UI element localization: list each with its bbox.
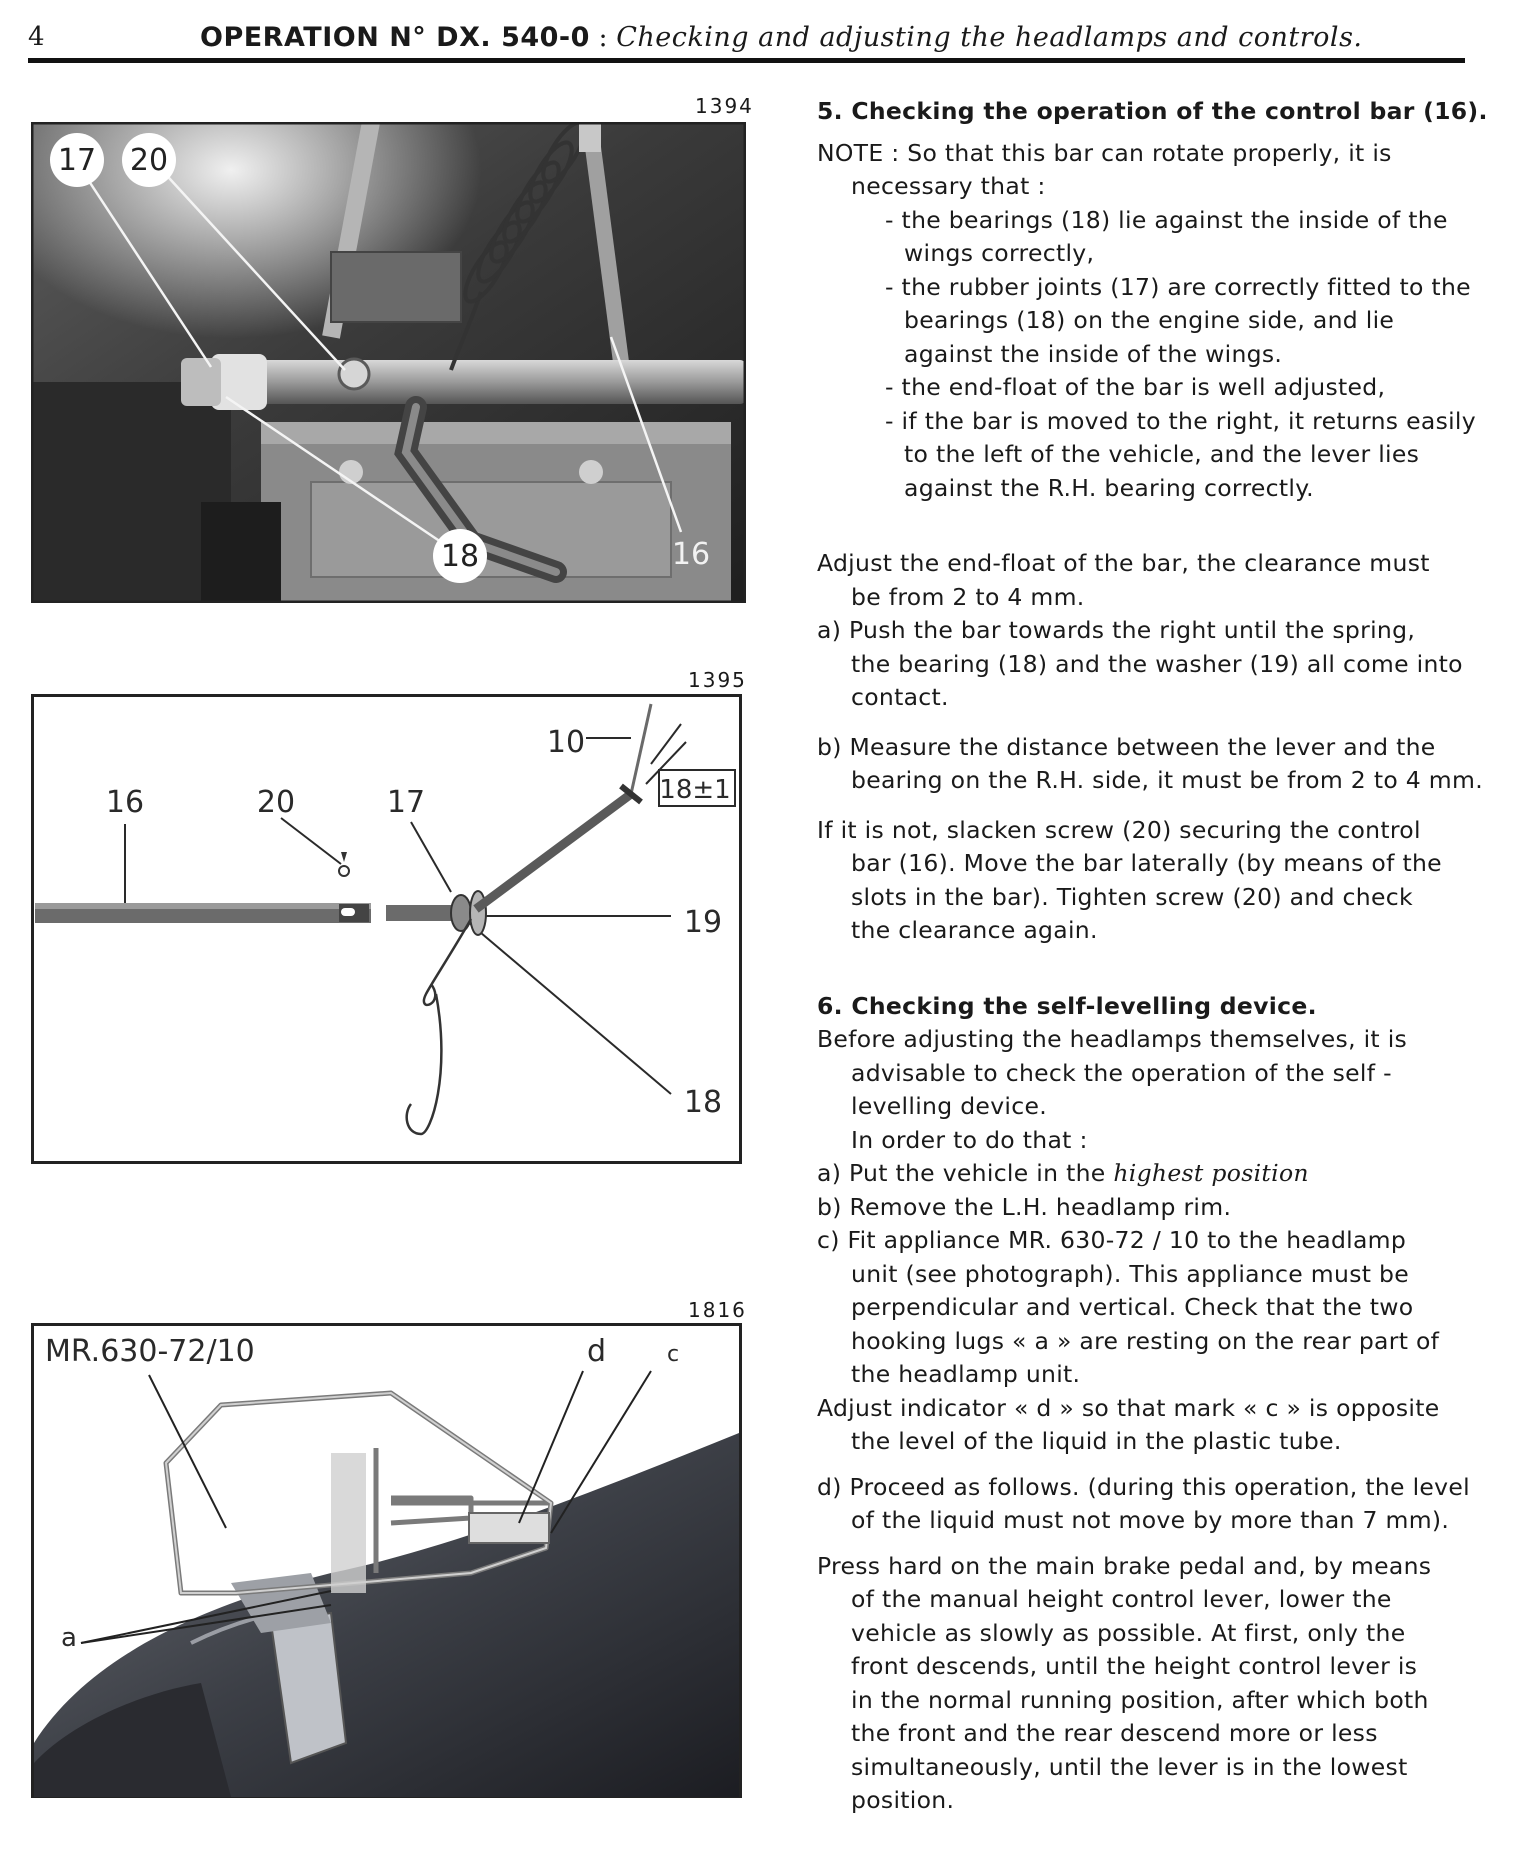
- s6-step-a: [817, 1157, 1522, 1191]
- before-line-3: levelling device.: [851, 1092, 1047, 1120]
- instructions-column: [817, 95, 1522, 1818]
- s6-step-c-line-4: hooking lugs « a » are resting on the rear part of: [851, 1326, 1440, 1355]
- s6-step-d-line-2: of the liquid must not move by more than 7 mm).: [851, 1506, 1450, 1534]
- fig3-label-a: a: [61, 1623, 77, 1653]
- s5-bullet-1b: wings correctly,: [904, 239, 1095, 267]
- s6-step-c-line-3: perpendicular and vertical. Check that the two: [851, 1293, 1414, 1321]
- before-line-2: advisable to check the operation of the self -: [851, 1058, 1392, 1087]
- fig2-label-16: 16: [105, 785, 145, 820]
- before-line-4: In order to do that :: [851, 1125, 1088, 1154]
- title-separator: :: [589, 22, 617, 53]
- s5-bullet-4a: - if the bar is moved to the right, it returns easily: [885, 406, 1476, 435]
- section-5-heading: 5. Checking the operation of the control bar (16).: [817, 97, 1488, 125]
- fig2-label-10: 10: [546, 725, 586, 760]
- s6-step-c-line-2: unit (see photograph). This appliance must be: [851, 1259, 1409, 1288]
- fig2-label-19: 19: [683, 905, 723, 940]
- s5-note-line-2: necessary that :: [851, 172, 1046, 200]
- figure-number-1816: 1816: [688, 1298, 747, 1322]
- fig1-callout-16: 16: [671, 537, 711, 572]
- figure-1395-drawing: [31, 694, 742, 1164]
- step-a-line-3: contact.: [851, 683, 949, 711]
- s5-bullet-2c: against the inside of the wings.: [904, 339, 1283, 368]
- figure-number-1395: 1395: [688, 668, 747, 692]
- s6-step-c-line-1: c) Fit appliance MR. 630-72 / 10 to the headlamp: [817, 1226, 1407, 1254]
- if-not-line-4: the clearance again.: [851, 916, 1098, 944]
- figure-1816-photo: [31, 1323, 742, 1798]
- fig2-label-18: 18: [683, 1085, 723, 1120]
- adjust-line-1: Adjust the end-float of the bar, the clearance must: [817, 549, 1430, 577]
- s5-bullet-3: - the end-float of the bar is well adjusted,: [885, 373, 1386, 401]
- press-line-5: in the normal running position, after which both: [851, 1685, 1429, 1714]
- step-a-line-2: the bearing (18) and the washer (19) all come into: [851, 649, 1463, 678]
- fig2-label-20: 20: [256, 785, 296, 820]
- section-6-heading: 6. Checking the self-levelling device.: [817, 991, 1317, 1020]
- fig3-tool-label: MR.630-72/10: [45, 1334, 255, 1369]
- if-not-line-2: bar (16). Move the bar laterally (by means of the: [851, 849, 1442, 877]
- operation-subtitle: Checking and adjusting the headlamps and controls.: [616, 22, 1363, 53]
- fig3-label-d: d: [587, 1334, 607, 1369]
- press-line-1: Press hard on the main brake pedal and, by means: [817, 1551, 1432, 1580]
- fig3-label-c: c: [667, 1342, 680, 1367]
- header-rule: [28, 58, 1465, 63]
- s5-bullet-1a: - the bearings (18) lie against the inside of the: [885, 205, 1448, 234]
- press-line-7: simultaneously, until the lever is in the lowest: [851, 1752, 1408, 1781]
- s5-note-line-1: NOTE : So that this bar can rotate properly, it is: [817, 138, 1392, 167]
- press-line-3: vehicle as slowly as possible. At first, only the: [851, 1618, 1406, 1647]
- fig1-callout-20: 20: [129, 143, 169, 178]
- s5-bullet-2b: bearings (18) on the engine side, and lie: [904, 306, 1395, 334]
- indicator-line-2: the level of the liquid in the plastic tube.: [851, 1427, 1342, 1455]
- s6-step-a-text: a) Put the vehicle in the: [817, 1159, 1114, 1187]
- s6-step-b: b) Remove the L.H. headlamp rim.: [817, 1192, 1232, 1221]
- before-line-1: Before adjusting the headlamps themselves, it is: [817, 1025, 1408, 1053]
- figure-1394-photo: [31, 122, 746, 603]
- step-a-line-1: a) Push the bar towards the right until the spring,: [817, 616, 1416, 644]
- s5-bullet-4c: against the R.H. bearing correctly.: [904, 473, 1314, 502]
- s6-step-a-emphasis: highest position: [1113, 1159, 1309, 1187]
- page-header: [28, 14, 1468, 62]
- fig1-callout-18: 18: [440, 539, 480, 574]
- press-line-6: the front and the rear descend more or less: [851, 1719, 1378, 1747]
- press-line-8: position.: [851, 1786, 955, 1814]
- press-line-2: of the manual height control lever, lower the: [851, 1585, 1392, 1613]
- s5-bullet-4b: to the left of the vehicle, and the lever lies: [904, 440, 1420, 468]
- if-not-line-1: If it is not, slacken screw (20) securing the control: [817, 815, 1421, 844]
- step-b-line-1: b) Measure the distance between the lever and the: [817, 732, 1436, 761]
- fig2-dimension: 18±1: [659, 775, 731, 805]
- figure-number-1394: 1394: [695, 94, 754, 118]
- s5-bullet-2a: - the rubber joints (17) are correctly fitted to the: [885, 272, 1471, 301]
- indicator-line-1: Adjust indicator « d » so that mark « c » is opposite: [817, 1393, 1440, 1422]
- press-line-4: front descends, until the height control lever is: [851, 1652, 1418, 1680]
- adjust-line-2: be from 2 to 4 mm.: [851, 582, 1085, 611]
- if-not-line-3: slots in the bar). Tighten screw (20) and check: [851, 882, 1413, 911]
- s6-step-c-line-5: the headlamp unit.: [851, 1360, 1081, 1388]
- page-number: 4: [28, 22, 45, 52]
- fig2-label-17: 17: [386, 785, 426, 820]
- fig1-callout-17: 17: [57, 143, 97, 178]
- s6-step-d-line-1: d) Proceed as follows. (during this operation, the level: [817, 1472, 1470, 1501]
- operation-number: OPERATION N° DX. 540-0: [200, 22, 590, 53]
- step-b-line-2: bearing on the R.H. side, it must be from 2 to 4 mm.: [851, 766, 1483, 794]
- page-title: [200, 22, 1363, 53]
